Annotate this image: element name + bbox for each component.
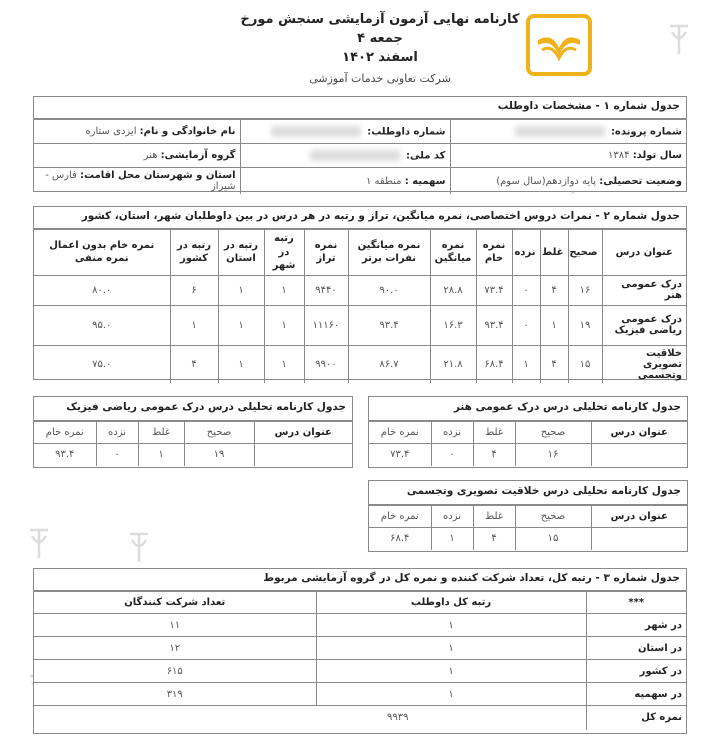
analysis-correct-value: ۱۵ [515, 528, 591, 550]
organization-name: شرکت تعاونی خدمات آموزشی [309, 72, 451, 85]
score-cell: ۱ [218, 275, 264, 305]
participant-count: ۳۱۹ [34, 683, 316, 706]
score-cell: ۱ [264, 345, 304, 383]
analysis-blank-value: ۰ [96, 444, 138, 466]
score-cell: ۹۹۰۰ [304, 345, 348, 383]
rank-value: ۱ [316, 660, 586, 683]
analysis-blank-value: ۰ [431, 444, 473, 466]
analysis-table-creative [368, 480, 688, 552]
report-header [240, 10, 520, 85]
analysis-wrong-value: ۱ [138, 444, 184, 466]
score-cell: ۹۴۴۰ [304, 275, 348, 305]
rank-row-label: در استان [586, 637, 686, 660]
analysis-col-correct: صحیح [184, 422, 254, 444]
total-rank-table [33, 568, 687, 734]
quota-value: منطقه ۱ [365, 175, 402, 187]
watermark-icon [24, 526, 54, 560]
score-cell: ۴ [540, 345, 568, 383]
participant-count: ۱۲ [34, 637, 316, 660]
score-cell: ۹۵.۰ [34, 305, 170, 345]
analysis-art-title: جدول کارنامه تحلیلی درس درک عمومی هنر [369, 397, 687, 421]
watermark-icon [124, 530, 154, 564]
header-average: نمره میانگین [430, 230, 476, 276]
quota-label: سهمیه : [404, 175, 446, 187]
analysis-course-cell [254, 444, 352, 466]
table1-title: جدول شماره ۱ - مشخصات داوطلب [34, 97, 686, 119]
birth-year-label: سال تولد: [632, 150, 682, 161]
score-cell: ۱ [170, 305, 218, 345]
analysis-table-math-physics [33, 396, 353, 468]
header-blank: نزده [512, 230, 540, 276]
score-cell: ۱۹ [568, 305, 602, 345]
course-name-cell: درک عمومی ریاضی فیزیک [602, 305, 686, 345]
rank-row [34, 660, 686, 683]
analysis-col-raw: نمره خام [34, 422, 96, 444]
analysis-col-title: عنوان درس [591, 422, 687, 444]
score-cell: ۱ [512, 345, 540, 383]
analysis-col-wrong: غلط [138, 422, 184, 444]
rank-row [34, 614, 686, 637]
table3-rank-header: رتبه کل داوطلب [316, 592, 586, 614]
header-raw-score: نمره خام [476, 230, 512, 276]
score-cell: ۰ [512, 305, 540, 345]
scores-table [33, 206, 687, 380]
analysis-course-cell [591, 444, 687, 466]
table2-title: جدول شماره ۲ - نمرات دروس اختصاصی، نمره میانگین، تراز و رتبه در هر درس در بین داوطلبان شهر، استان، کشور [34, 207, 686, 229]
birth-year-value: ۱۳۸۴ [608, 150, 630, 161]
analysis-raw-value: ۷۳.۴ [369, 444, 431, 466]
residence-value: فارس - شیراز [45, 170, 236, 192]
analysis-correct-value: ۱۹ [184, 444, 254, 466]
score-cell: ۷۵.۰ [34, 345, 170, 383]
score-cell: ۸۶.۷ [348, 345, 430, 383]
analysis-table-art [368, 396, 688, 468]
analysis-raw-value: ۶۸.۴ [369, 528, 431, 550]
full-name-value: ایزدی ستاره [85, 126, 137, 137]
participant-count: ۶۱۵ [34, 660, 316, 683]
rank-row-label: در کشور [586, 660, 686, 683]
analysis-col-blank: نزده [431, 506, 473, 528]
total-score-value: ۹۹۳۹ [34, 706, 586, 730]
score-cell: ۹۰.۰ [348, 275, 430, 305]
course-name-cell: خلاقیت تصویری وتجسمی [602, 345, 686, 383]
full-name-label: نام خانوادگی و نام: [139, 126, 236, 137]
applicant-number-label: شماره داوطلب: [367, 126, 446, 138]
header-wrong: غلط [540, 230, 568, 276]
redacted-applicant-number [271, 126, 361, 137]
analysis-col-correct: صحیح [515, 422, 591, 444]
analysis-col-blank: نزده [431, 422, 473, 444]
score-cell: ۱ [540, 305, 568, 345]
score-row [34, 305, 686, 345]
watermark-icon [664, 22, 694, 56]
score-cell: ۶۸.۴ [476, 345, 512, 383]
analysis-col-wrong: غلط [473, 422, 515, 444]
score-cell: ۱ [218, 345, 264, 383]
organization-logo [526, 14, 592, 76]
rank-row [34, 637, 686, 660]
score-cell: ۱۵ [568, 345, 602, 383]
education-status-value: پایه دوازدهم(سال سوم) [496, 175, 597, 187]
score-cell: ۹۳.۴ [476, 305, 512, 345]
analysis-col-correct: صحیح [515, 506, 591, 528]
national-code-label: کد ملی: [406, 150, 446, 162]
score-cell: ۴ [540, 275, 568, 305]
analysis-blank-value: ۱ [431, 528, 473, 550]
score-cell: ۸۰.۰ [34, 275, 170, 305]
header-province-rank: رتبه در استان [218, 230, 264, 276]
score-cell: ۰ [512, 275, 540, 305]
score-cell: ۱۱۱۶۰ [304, 305, 348, 345]
course-name-cell: درک عمومی هنر [602, 275, 686, 305]
score-cell: ۴ [170, 345, 218, 383]
header-standard-score: نمره تراز [304, 230, 348, 276]
analysis-col-title: عنوان درس [591, 506, 687, 528]
score-row [34, 275, 686, 305]
table3-title: جدول شماره ۳ - رتبه کل، تعداد شرکت کننده و نمره کل در گروه آزمایشی مربوط [34, 569, 686, 591]
score-row [34, 345, 686, 383]
analysis-col-raw: نمره خام [369, 422, 431, 444]
rank-value: ۱ [316, 614, 586, 637]
score-cell: ۱۶ [568, 275, 602, 305]
analysis-col-raw: نمره خام [369, 506, 431, 528]
analysis-raw-value: ۹۳.۴ [34, 444, 96, 466]
analysis-course-cell [591, 528, 687, 550]
header-raw-no-negative: نمره خام بدون اعمال نمره منفی [34, 230, 170, 276]
header-course-title: عنوان درس [602, 230, 686, 276]
header-top-average: نمره میانگین نفرات برتر [348, 230, 430, 276]
redacted-national-code [310, 150, 400, 161]
report-title-line2: اسفند ۱۴۰۲ [342, 50, 418, 65]
analysis-col-title: عنوان درس [254, 422, 352, 444]
rank-value: ۱ [316, 637, 586, 660]
header-country-rank: رتبه در کشور [170, 230, 218, 276]
analysis-wrong-value: ۴ [473, 444, 515, 466]
applicant-info-table [33, 96, 687, 192]
score-cell: ۱ [218, 305, 264, 345]
score-cell: ۱۶.۳ [430, 305, 476, 345]
redacted-file-number [515, 126, 605, 137]
score-cell: ۷۳.۴ [476, 275, 512, 305]
report-title-line1: کارنامه نهایی آزمون آزمایشی سنجش مورخ جمعه ۴ [240, 12, 520, 46]
participant-count: ۱۱ [34, 614, 316, 637]
residence-label: استان و شهرستان محل اقامت: [80, 170, 236, 181]
analysis-creative-title: جدول کارنامه تحلیلی درس خلاقیت تصویری وتجسمی [369, 481, 687, 505]
score-cell: ۱ [264, 275, 304, 305]
table3-count-header: تعداد شرکت کنندگان [34, 592, 316, 614]
analysis-col-wrong: غلط [473, 506, 515, 528]
header-correct: صحیح [568, 230, 602, 276]
score-cell: ۲۸.۸ [430, 275, 476, 305]
analysis-math-title: جدول کارنامه تحلیلی درس درک عمومی ریاضی فیزیک [34, 397, 352, 421]
exam-group-value: هنر [143, 150, 158, 161]
header-city-rank: رتبه در شهر [264, 230, 304, 276]
file-number-label: شماره پرونده: [610, 126, 682, 138]
score-cell: ۱ [264, 305, 304, 345]
table3-stars-header: *** [586, 592, 686, 614]
total-score-label: نمره کل [586, 706, 686, 730]
analysis-wrong-value: ۴ [473, 528, 515, 550]
education-status-label: وضعیت تحصیلی: [599, 175, 682, 187]
score-cell: ۹۳.۴ [348, 305, 430, 345]
analysis-correct-value: ۱۶ [515, 444, 591, 466]
rank-value: ۱ [316, 683, 586, 706]
score-cell: ۶ [170, 275, 218, 305]
rank-row [34, 683, 686, 706]
exam-group-label: گروه آزمایشی: [160, 150, 236, 161]
rank-row-label: در سهمیه [586, 683, 686, 706]
analysis-col-blank: نزده [96, 422, 138, 444]
rank-row-label: در شهر [586, 614, 686, 637]
score-cell: ۲۱.۸ [430, 345, 476, 383]
